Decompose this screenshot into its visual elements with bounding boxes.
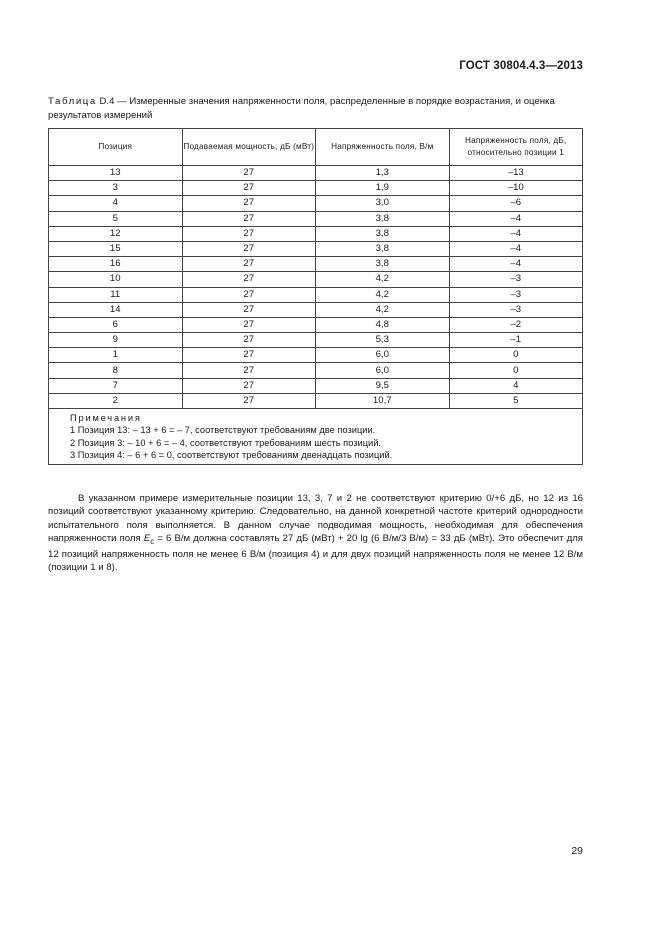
table-cell: 27 bbox=[182, 257, 316, 272]
note-item-3: 3 Позиция 4: – 6 + 6 = 0, соответствуют требованиям двенадцать позиций. bbox=[70, 449, 393, 460]
table-cell: 27 bbox=[182, 348, 316, 363]
column-header: Позиция bbox=[49, 129, 183, 166]
table-cell: 10 bbox=[49, 272, 183, 287]
table-cell: 5 bbox=[49, 211, 183, 226]
table-cell: –13 bbox=[449, 166, 583, 181]
table-caption bbox=[48, 95, 583, 123]
measurement-table bbox=[48, 128, 583, 465]
table-cell: 4,8 bbox=[316, 317, 450, 332]
table-cell: 27 bbox=[182, 302, 316, 317]
table-cell: 6,0 bbox=[316, 363, 450, 378]
table-row bbox=[49, 302, 583, 317]
table-caption-prefix: Таблица bbox=[48, 96, 97, 107]
table-cell: 27 bbox=[182, 272, 316, 287]
table-cell: –1 bbox=[449, 333, 583, 348]
table-cell: 0 bbox=[449, 363, 583, 378]
table-cell: 4,2 bbox=[316, 302, 450, 317]
table-row bbox=[49, 272, 583, 287]
table-cell: 9 bbox=[49, 333, 183, 348]
table-cell: 27 bbox=[182, 317, 316, 332]
body-text-part-2: = 6 В/м должна составлять 27 дБ (мВт) + 20 lg (6 В/м/3 В/м) = 33 дБ (мВт). Это обеспечит для 12 позиций напряженность поля не менее 6 В/м (позиция 4) и для двух позиций напряженность поля не менее 12 В/м (позиции 1 и 8). bbox=[48, 532, 584, 574]
table-cell: 0 bbox=[449, 348, 583, 363]
table-cell: 3,8 bbox=[316, 241, 450, 256]
table-cell: 27 bbox=[182, 226, 316, 241]
table-cell: 1 bbox=[49, 348, 183, 363]
table-row bbox=[49, 317, 583, 332]
table-cell: 16 bbox=[49, 257, 183, 272]
table-cell: 27 bbox=[182, 211, 316, 226]
table-cell: 4,2 bbox=[316, 272, 450, 287]
table-cell: 7 bbox=[49, 378, 183, 393]
table-cell: 27 bbox=[182, 196, 316, 211]
table-row bbox=[49, 181, 583, 196]
table-row bbox=[49, 211, 583, 226]
table-cell: 27 bbox=[182, 287, 316, 302]
table-cell: 27 bbox=[182, 378, 316, 393]
table-cell: 1,9 bbox=[316, 181, 450, 196]
table-cell: 1,3 bbox=[316, 166, 450, 181]
table-cell: 15 bbox=[49, 241, 183, 256]
table-cell: –4 bbox=[449, 211, 583, 226]
table-row bbox=[49, 378, 583, 393]
body-paragraph bbox=[48, 492, 583, 575]
table-cell: 2 bbox=[49, 393, 183, 408]
table-row bbox=[49, 196, 583, 211]
table-cell: 27 bbox=[182, 166, 316, 181]
table-cell: –6 bbox=[449, 196, 583, 211]
table-row bbox=[49, 363, 583, 378]
table-body bbox=[49, 166, 583, 409]
table-cell: 13 bbox=[49, 166, 183, 181]
table-cell: 14 bbox=[49, 302, 183, 317]
table-cell: 5 bbox=[449, 393, 583, 408]
field-variable: E bbox=[143, 532, 151, 544]
table-cell: 8 bbox=[49, 363, 183, 378]
table-row bbox=[49, 241, 583, 256]
table-cell: –2 bbox=[449, 317, 583, 332]
table-cell: 10,7 bbox=[316, 393, 450, 408]
table-row bbox=[49, 333, 583, 348]
column-header: Напряженность поля, дБ, относительно позиции 1 bbox=[449, 129, 583, 166]
table-cell: 3,8 bbox=[316, 211, 450, 226]
page-number: 29 bbox=[571, 845, 583, 857]
note-item-1: 1 Позиция 13: – 13 + 6 = – 7, соответствуют требованиям две позиции. bbox=[70, 425, 376, 436]
table-row bbox=[49, 166, 583, 181]
table-cell: –3 bbox=[449, 272, 583, 287]
field-variable-subscript: c bbox=[150, 536, 155, 546]
table-cell: 27 bbox=[182, 241, 316, 256]
table-cell: 11 bbox=[49, 287, 183, 302]
table-cell: –4 bbox=[449, 226, 583, 241]
table-cell: 4 bbox=[49, 196, 183, 211]
table-row bbox=[49, 257, 583, 272]
note-item-2: 2 Позиция 3: – 10 + 6 = – 4, соответствуют требованиям шесть позиций. bbox=[70, 437, 382, 448]
column-header: Подаваемая мощность, дБ (мВт) bbox=[182, 129, 316, 166]
body-text-part-1: В указанном примере измерительные позиции 13, 3, 7 и 2 не соответствуют критерию 0/+6 дБ, но 12 из 16 позиций соответствуют указанному критерию. Следовательно, на данной конкретной частоте критерий однородности испытательного поля выполняется. В данном случае подводимая мощность, необходимая для обеспечения напряженности поля bbox=[48, 493, 583, 544]
notes-title: Примечания bbox=[70, 413, 142, 423]
table-cell: 27 bbox=[182, 333, 316, 348]
table-cell: –4 bbox=[449, 241, 583, 256]
table-row bbox=[49, 393, 583, 408]
table-notes bbox=[49, 409, 583, 465]
table-cell: –3 bbox=[449, 302, 583, 317]
table-cell: –3 bbox=[449, 287, 583, 302]
table-cell: 5,3 bbox=[316, 333, 450, 348]
table-cell: 27 bbox=[182, 181, 316, 196]
table-cell: 6 bbox=[49, 317, 183, 332]
table-header-row bbox=[49, 129, 583, 166]
table-row bbox=[49, 348, 583, 363]
table-cell: 27 bbox=[182, 393, 316, 408]
table-cell: –10 bbox=[449, 181, 583, 196]
table-cell: 4 bbox=[449, 378, 583, 393]
table-cell: 6,0 bbox=[316, 348, 450, 363]
column-header: Напряженность поля, В/м bbox=[316, 129, 450, 166]
table-cell: 3 bbox=[49, 181, 183, 196]
table-cell: –4 bbox=[449, 257, 583, 272]
table-cell: 3,8 bbox=[316, 257, 450, 272]
table-cell: 4,2 bbox=[316, 287, 450, 302]
table-cell: 27 bbox=[182, 363, 316, 378]
table-cell: 3,0 bbox=[316, 196, 450, 211]
notes-row bbox=[49, 409, 583, 465]
table-row bbox=[49, 287, 583, 302]
table-cell: 9,5 bbox=[316, 378, 450, 393]
document-code: ГОСТ 30804.4.3—2013 bbox=[459, 60, 583, 72]
table-cell: 3,8 bbox=[316, 226, 450, 241]
table-cell: 12 bbox=[49, 226, 183, 241]
table-caption-text: D.4 — Измеренные значения напряженности поля, распределенные в порядке возрастания, и оценка результатов измерений bbox=[48, 96, 555, 121]
table-row bbox=[49, 226, 583, 241]
